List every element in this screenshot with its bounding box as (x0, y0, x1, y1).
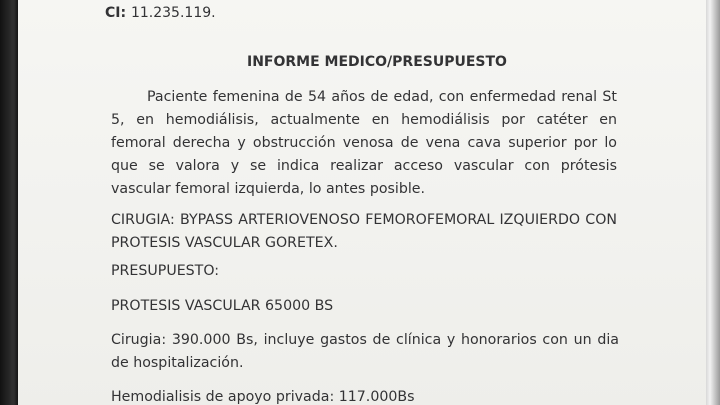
surgery-description: CIRUGIA: BYPASS ARTERIOVENOSO FEMOROFEMORAL IZQUIERDO CON PROTESIS VASCULAR GORETEX. (111, 212, 617, 251)
patient-paragraph-text: Paciente femenina de 54 años de edad, con enfermedad renal St 5, en hemodiálisis, actualmente en hemodiálisis por catéter en femoral derecha y obstrucción venosa de vena cava superior por lo que se valora y se indica realizar acceso vascular con prótesis vascular femoral izquierda, lo antes posible. (111, 89, 617, 197)
hemodialysis-cost-line: Hemodialisis de apoyo privada: 117.000Bs (111, 389, 415, 405)
surgery-cost-line: Cirugia: 390.000 Bs, incluye gastos de clínica y honorarios con un dia de hospitalización. (111, 332, 619, 371)
binder-edge (706, 0, 720, 405)
ci-value: 11.235.119. (130, 5, 216, 21)
patient-paragraph (111, 86, 617, 201)
ci-label: CI: (105, 5, 127, 21)
ci-line (105, 1, 216, 25)
budget-heading: PRESUPUESTO: (111, 263, 220, 279)
prosthesis-cost-line: PROTESIS VASCULAR 65000 BS (111, 298, 334, 314)
document-title: INFORME MEDICO/PRESUPUESTO (247, 54, 507, 70)
